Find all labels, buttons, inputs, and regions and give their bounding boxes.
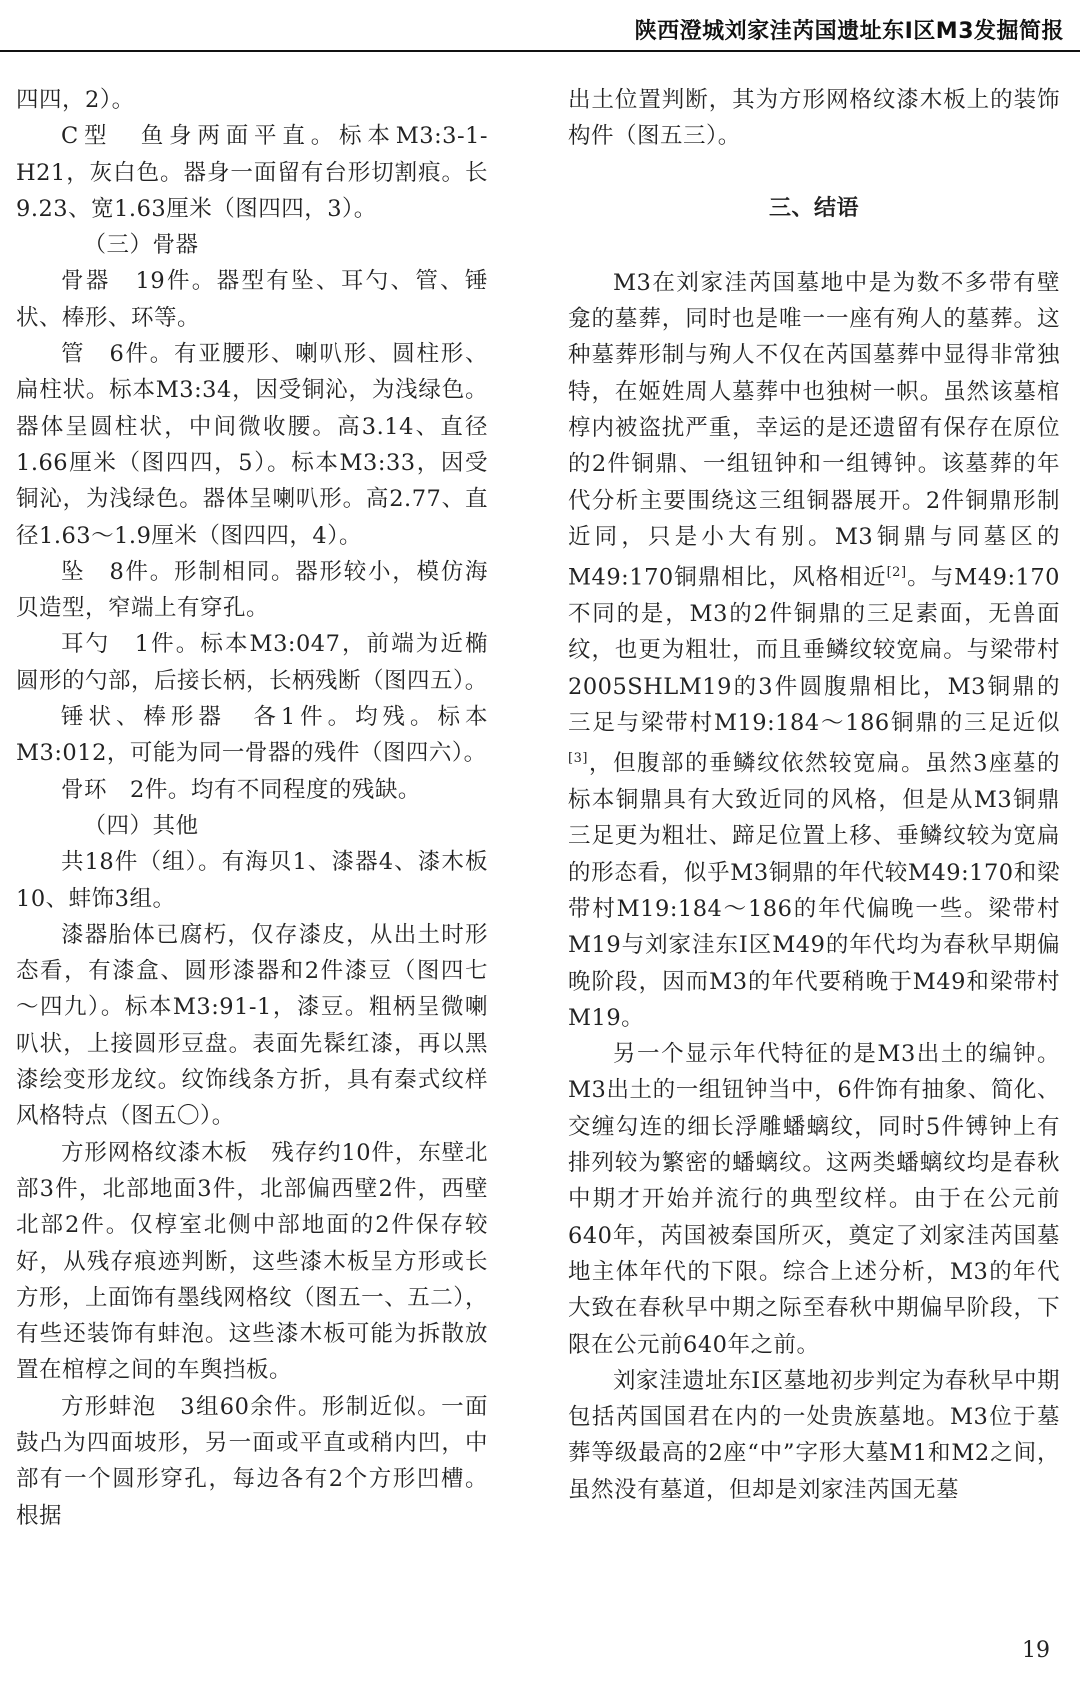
subsection-heading: （四）其他	[83, 812, 199, 839]
paragraph	[568, 265, 1060, 1036]
header-rule	[0, 50, 1080, 52]
paragraph: 另一个显示年代特征的是M3出土的编钟。M3出土的一组钮钟当中，6件饰有抽象、简化、交缠勾连的细长浮雕蟠螭纹，同时5件镈钟上有排列较为繁密的蟠螭纹。这两类蟠螭纹均是春秋中期才开始并流行的典型纹样。由于在公元前640年，芮国被秦国所灭，奠定了刘家洼芮国墓地主体年代的下限。综合上述分析，M3的年代大致在春秋早中期之际至春秋中期偏早阶段，下限在公元前640年之前。	[568, 1041, 1060, 1358]
paragraph: C型 鱼身两面平直。标本M3:3-1-H21，灰白色。器身一面留有台形切割痕。长9.23、宽1.63厘米（图四四，3）。	[16, 123, 488, 222]
paragraph-text: M3在刘家洼芮国墓地中是为数不多带有壁龛的墓葬，同时也是唯一一座有殉人的墓葬。这种墓葬形制与殉人不仅在芮国墓葬中显得非常独特，在姬姓周人墓葬中也独树一帜。虽然该墓棺椁内被盗扰严重，幸运的是还遗留有保存在原位的2件铜鼎、一组钮钟和一组镈钟。该墓葬的年代分析主要围绕这三组铜器展开。2件铜鼎形制近同，只是小大有别。M3铜鼎与同墓区的M49:170铜鼎相比，风格相近	[568, 269, 1060, 591]
paragraph: 出土位置判断，其为方形网格纹漆木板上的装饰构件（图五三）。	[568, 87, 1060, 150]
right-column	[568, 82, 1060, 1508]
paragraph: 锤状、棒形器 各1件。均残。标本M3:012，可能为同一骨器的残件（图四六）。	[16, 704, 488, 767]
paragraph-text: 。与M49:170不同的是，M3的2件铜鼎的三足素面，无兽面纹，也更为粗壮，而且垂鳞纹较宽扁。与梁带村2005SHLM19的3件圆腹鼎相比，M3铜鼎的三足与梁带村M19:184～186铜鼎的三足近似	[568, 564, 1060, 736]
running-header-title: 陕西澄城刘家洼芮国遗址东Ⅰ区M3发掘简报	[634, 19, 1064, 44]
paragraph-text: ，但腹部的垂鳞纹依然较宽扁。虽然3座墓的标本铜鼎具有大致近同的风格，但是从M3铜鼎三足更为粗壮、蹄足位置上移、垂鳞纹较为宽扁的形态看，似乎M3铜鼎的年代较M49:170和梁带村M19:184～186的年代偏晚一些。梁带村M19与刘家洼东Ⅰ区M49的年代均为春秋早期偏晚阶段，因而M3的年代要稍晚于M49和梁带村M19。	[568, 750, 1060, 1031]
left-column	[16, 82, 488, 1534]
section-heading: 三、结语	[768, 195, 859, 221]
paragraph: 刘家洼遗址东Ⅰ区墓地初步判定为春秋早中期包括芮国国君在内的一处贵族墓地。M3位于墓葬等级最高的2座“中”字形大墓M1和M2之间，虽然没有墓道，但却是刘家洼芮国无墓	[568, 1367, 1060, 1503]
paragraph: 共18件（组）。有海贝1、漆器4、漆木板10、蚌饰3组。	[16, 849, 488, 912]
paragraph: 耳勺 1件。标本M3:047，前端为近椭圆形的勺部，后接长柄，长柄残断（图四五）。	[16, 631, 488, 694]
paragraph: 四四，2）。	[16, 87, 135, 113]
paragraph: 骨器 19件。器型有坠、耳勺、管、锤状、棒形、环等。	[16, 268, 488, 331]
paragraph: 骨环 2件。均有不同程度的残缺。	[61, 776, 421, 803]
paragraph: 方形网格纹漆木板 残存约10件，东壁北部3件，北部地面3件，北部偏西壁2件，西壁北部2件。仅椁室北侧中部地面的2件保存较好，从残存痕迹判断，这些漆木板呈方形或长方形，上面饰有墨线网格纹（图五一、五二），有些还装饰有蚌泡。这些漆木板可能为拆散放置在棺椁之间的车舆挡板。	[16, 1139, 488, 1384]
citation-ref: [2]	[886, 565, 907, 581]
page-number: 19	[1022, 1638, 1050, 1663]
subsection-heading: （三）骨器	[83, 232, 199, 259]
paragraph: 漆器胎体已腐朽，仅存漆皮，从出土时形态看，有漆盒、圆形漆器和2件漆豆（图四七～四九）。标本M3:91-1，漆豆。粗柄呈微喇叭状，上接圆形豆盘。表面先髹红漆，再以黑漆绘变形龙纹。纹饰线条方折，具有秦式纹样风格特点（图五〇）。	[16, 921, 488, 1130]
paragraph: 管 6件。有亚腰形、喇叭形、圆柱形、扁柱状。标本M3:34，因受铜沁，为浅绿色。器体呈圆柱状，中间微收腰。高3.14、直径1.66厘米（图四四，5）。标本M3:33，因受铜沁，为浅绿色。器体呈喇叭形。高2.77、直径1.63～1.9厘米（图四四，4）。	[16, 341, 488, 549]
paragraph: 坠 8件。形制相同。器形较小，模仿海贝造型，窄端上有穿孔。	[16, 558, 488, 622]
paragraph: 方形蚌泡 3组60余件。形制近似。一面鼓凸为四面坡形，另一面或平直或稍内凹，中部有一个圆形穿孔，每边各有2个方形凹槽。根据	[16, 1393, 488, 1529]
citation-ref: [3]	[568, 751, 588, 767]
